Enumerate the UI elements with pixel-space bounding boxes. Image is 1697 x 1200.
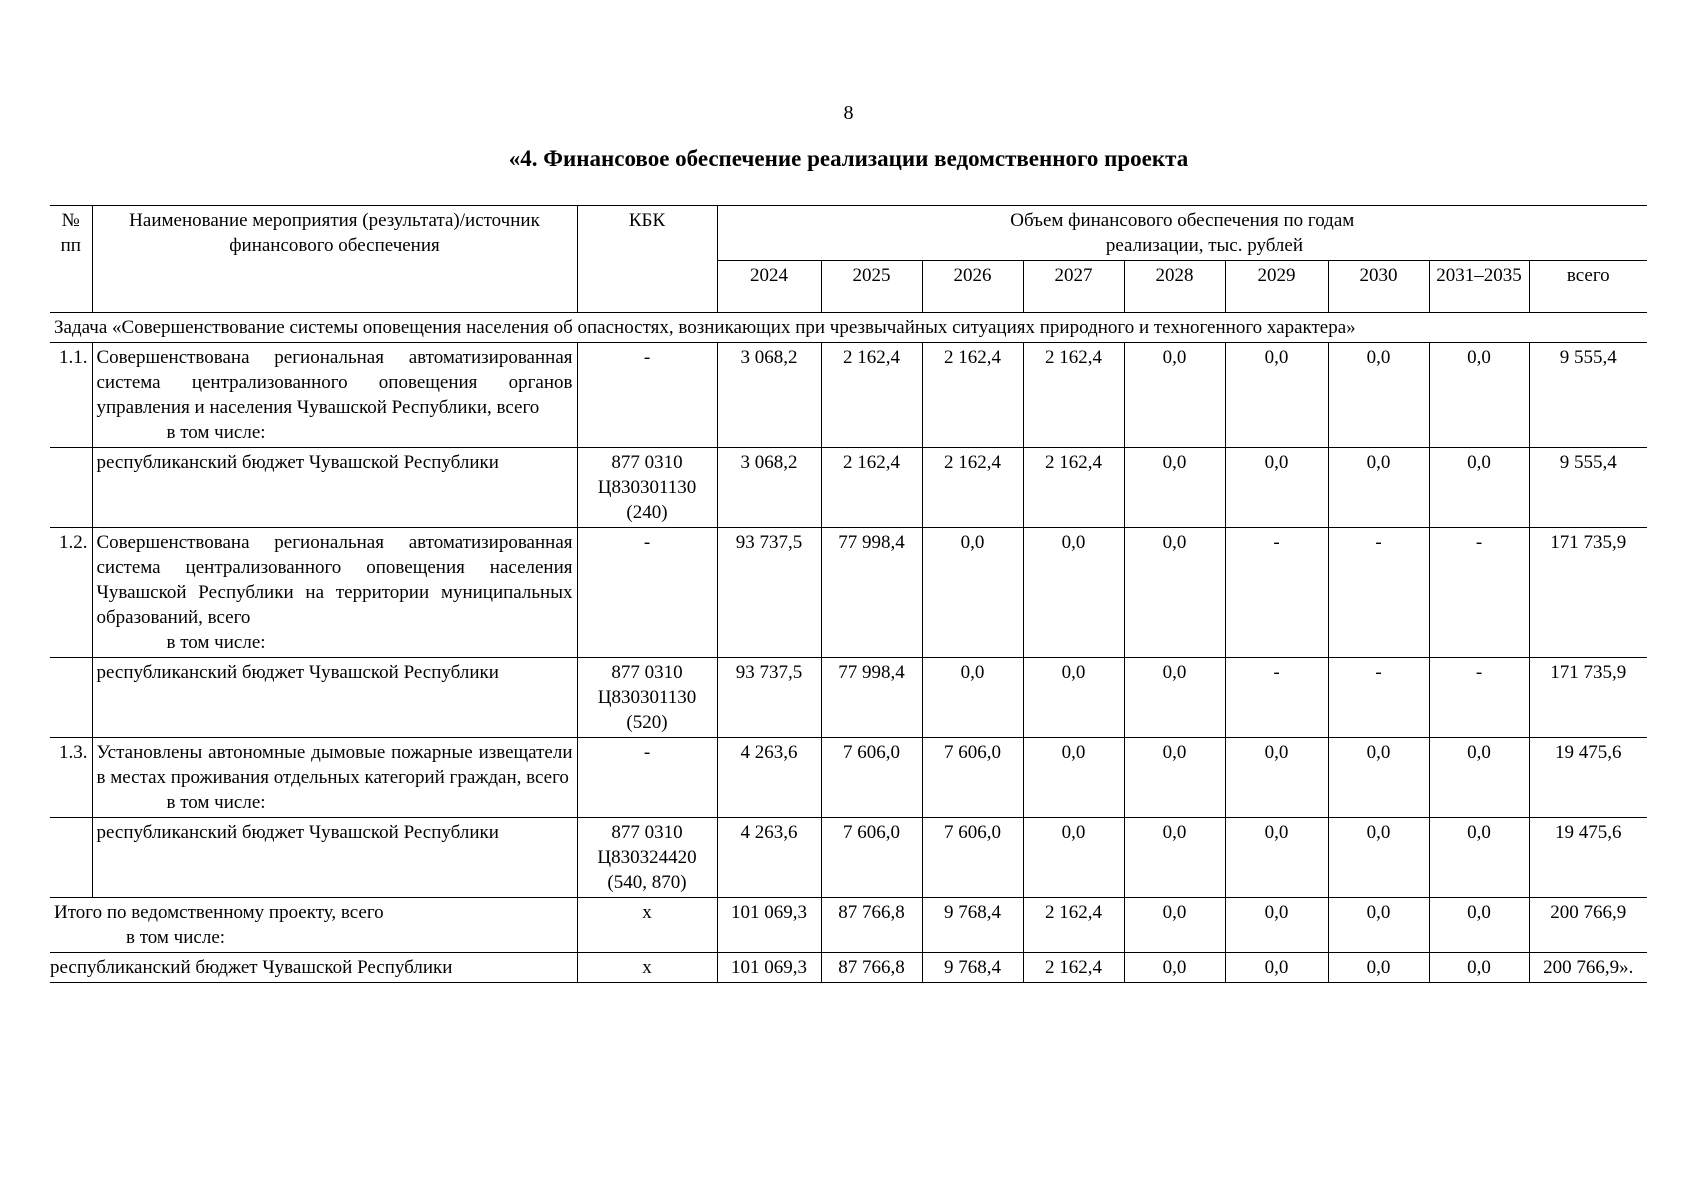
value-cell: 0,0 (1225, 898, 1328, 953)
page-number: 8 (843, 102, 854, 124)
value-cell: 0,0 (922, 528, 1023, 658)
header-year: 2024 (717, 261, 821, 313)
value-cell: 0,0 (1328, 343, 1429, 448)
value-cell: 101 069,3 (717, 898, 821, 953)
row-num-empty (50, 658, 92, 738)
row-num: 1.1. (50, 343, 92, 448)
value-cell: 4 263,6 (717, 818, 821, 898)
value-cell: 0,0 (1124, 528, 1225, 658)
header-year: 2025 (821, 261, 922, 313)
value-cell: 93 737,5 (717, 658, 821, 738)
header-name: Наименование мероприятия (результата)/источник финансового обеспечения (92, 206, 577, 313)
value-cell: 0,0 (1328, 953, 1429, 983)
table-row (50, 818, 1647, 898)
value-cell: 0,0 (1429, 738, 1529, 818)
total-source-label: республиканский бюджет Чувашской Республики (50, 953, 577, 983)
value-cell: 0,0 (1124, 818, 1225, 898)
total-row (50, 898, 1647, 953)
value-cell: - (1225, 528, 1328, 658)
value-cell: 0,0 (1023, 818, 1124, 898)
row-name (92, 343, 577, 448)
header-row (50, 206, 1647, 261)
value-cell: 7 606,0 (922, 818, 1023, 898)
row-sub-label: в том числе: (166, 792, 266, 813)
value-cell: 0,0 (1429, 898, 1529, 953)
total-label-text: Итого по ведомственному проекту, всего (54, 902, 384, 923)
total-source-row (50, 953, 1647, 983)
row-source: республиканский бюджет Чувашской Республики (92, 658, 577, 738)
row-sub-label: в том числе: (166, 422, 266, 443)
value-cell: 77 998,4 (821, 658, 922, 738)
row-sub-label: в том числе: (166, 632, 266, 653)
task-text: Задача «Совершенствование системы оповещения населения об опасностях, возникающих при чрезвычайных ситуациях природного и техногенного характера» (50, 313, 1647, 343)
value-cell: 0,0 (1124, 448, 1225, 528)
value-cell-total: 9 555,4 (1529, 448, 1647, 528)
value-cell: 101 069,3 (717, 953, 821, 983)
row-source-kbk (577, 818, 717, 898)
row-num: 1.2. (50, 528, 92, 658)
row-name (92, 528, 577, 658)
kbk-line: (240) (626, 502, 668, 523)
value-cell: 7 606,0 (922, 738, 1023, 818)
value-cell-total: 19 475,6 (1529, 818, 1647, 898)
kbk-line: Ц830301130 (597, 477, 697, 498)
header-volume-line2: реализации, тыс. рублей (1105, 235, 1304, 256)
value-cell-total: 19 475,6 (1529, 738, 1647, 818)
value-cell: - (1328, 658, 1429, 738)
value-cell: 2 162,4 (1023, 343, 1124, 448)
value-cell: 0,0 (1023, 658, 1124, 738)
value-cell: 4 263,6 (717, 738, 821, 818)
value-cell: 2 162,4 (1023, 898, 1124, 953)
task-row (50, 313, 1647, 343)
header-year: 2028 (1124, 261, 1225, 313)
value-cell: - (1429, 528, 1529, 658)
value-cell-total: 200 766,9 (1529, 898, 1647, 953)
row-kbk: - (577, 738, 717, 818)
value-cell: 0,0 (922, 658, 1023, 738)
value-cell: 0,0 (1225, 953, 1328, 983)
value-cell: 0,0 (1124, 953, 1225, 983)
header-year: 2026 (922, 261, 1023, 313)
value-cell: 0,0 (1429, 953, 1529, 983)
value-cell: 2 162,4 (821, 343, 922, 448)
value-cell: - (1429, 658, 1529, 738)
kbk-line: Ц830324420 (597, 847, 697, 868)
kbk-line: (540, 870) (607, 872, 687, 893)
value-cell: 0,0 (1023, 738, 1124, 818)
table-row (50, 658, 1647, 738)
kbk-line: (520) (626, 712, 668, 733)
header-year: 2029 (1225, 261, 1328, 313)
row-name-text: Установлены автономные дымовые пожарные извещатели в местах проживания отдельных категорий граждан, всего (96, 742, 573, 788)
total-sub-label: в том числе: (126, 927, 226, 948)
row-num-empty (50, 818, 92, 898)
value-cell: 2 162,4 (1023, 953, 1124, 983)
value-cell: 0,0 (1023, 528, 1124, 658)
row-kbk: - (577, 343, 717, 448)
table-row (50, 738, 1647, 818)
value-cell: 0,0 (1429, 818, 1529, 898)
value-cell: 0,0 (1124, 343, 1225, 448)
value-cell: 7 606,0 (821, 818, 922, 898)
value-cell-total: 9 555,4 (1529, 343, 1647, 448)
table-row (50, 343, 1647, 448)
value-cell: 3 068,2 (717, 343, 821, 448)
row-name-text: Совершенствована региональная автоматизированная система централизованного оповещения органов управления и населения Чувашской Республики, всего (96, 347, 573, 418)
header-total: всего (1529, 261, 1647, 313)
value-cell: 9 768,4 (922, 953, 1023, 983)
row-source-kbk (577, 448, 717, 528)
value-cell: 0,0 (1328, 898, 1429, 953)
row-name (92, 738, 577, 818)
value-cell: 0,0 (1124, 658, 1225, 738)
value-cell: 0,0 (1225, 343, 1328, 448)
value-cell: 2 162,4 (922, 448, 1023, 528)
value-cell-total: 171 735,9 (1529, 658, 1647, 738)
value-cell: - (1225, 658, 1328, 738)
document-title: «4. Финансовое обеспечение реализации ведомственного проекта (508, 146, 1189, 171)
header-volume (717, 206, 1647, 261)
value-cell: 0,0 (1225, 738, 1328, 818)
kbk-line: 877 0310 (611, 662, 683, 683)
row-kbk: - (577, 528, 717, 658)
value-cell: 0,0 (1225, 818, 1328, 898)
row-source-kbk (577, 658, 717, 738)
value-cell: 87 766,8 (821, 898, 922, 953)
total-kbk: х (577, 898, 717, 953)
value-cell: 2 162,4 (821, 448, 922, 528)
value-cell: - (1328, 528, 1429, 658)
header-year: 2030 (1328, 261, 1429, 313)
value-cell: 0,0 (1124, 738, 1225, 818)
kbk-line: 877 0310 (611, 822, 683, 843)
value-cell: 0,0 (1328, 818, 1429, 898)
value-cell: 3 068,2 (717, 448, 821, 528)
kbk-line: Ц830301130 (597, 687, 697, 708)
header-year: 2031–2035 (1429, 261, 1529, 313)
header-year: 2027 (1023, 261, 1124, 313)
value-cell-total: 200 766,9». (1529, 953, 1647, 983)
value-cell: 2 162,4 (1023, 448, 1124, 528)
value-cell: 7 606,0 (821, 738, 922, 818)
value-cell: 0,0 (1328, 448, 1429, 528)
table-row (50, 528, 1647, 658)
value-cell-total: 171 735,9 (1529, 528, 1647, 658)
value-cell: 93 737,5 (717, 528, 821, 658)
row-source: республиканский бюджет Чувашской Республики (92, 818, 577, 898)
value-cell: 0,0 (1429, 448, 1529, 528)
value-cell: 2 162,4 (922, 343, 1023, 448)
header-volume-line1: Объем финансового обеспечения по годам (1010, 210, 1355, 231)
row-name-text: Совершенствована региональная автоматизированная система централизованного оповещения населения Чувашской Республики на территории муниципальных образований, всего (96, 532, 573, 628)
value-cell: 0,0 (1328, 738, 1429, 818)
table-row (50, 448, 1647, 528)
total-source-kbk: х (577, 953, 717, 983)
value-cell: 77 998,4 (821, 528, 922, 658)
value-cell: 87 766,8 (821, 953, 922, 983)
value-cell: 0,0 (1429, 343, 1529, 448)
header-num: № пп (50, 206, 92, 313)
total-label (50, 898, 577, 953)
value-cell: 0,0 (1225, 448, 1328, 528)
header-kbk: КБК (577, 206, 717, 313)
financing-table (50, 205, 1647, 983)
row-source: республиканский бюджет Чувашской Республики (92, 448, 577, 528)
row-num: 1.3. (50, 738, 92, 818)
value-cell: 0,0 (1124, 898, 1225, 953)
value-cell: 9 768,4 (922, 898, 1023, 953)
kbk-line: 877 0310 (611, 452, 683, 473)
row-num-empty (50, 448, 92, 528)
